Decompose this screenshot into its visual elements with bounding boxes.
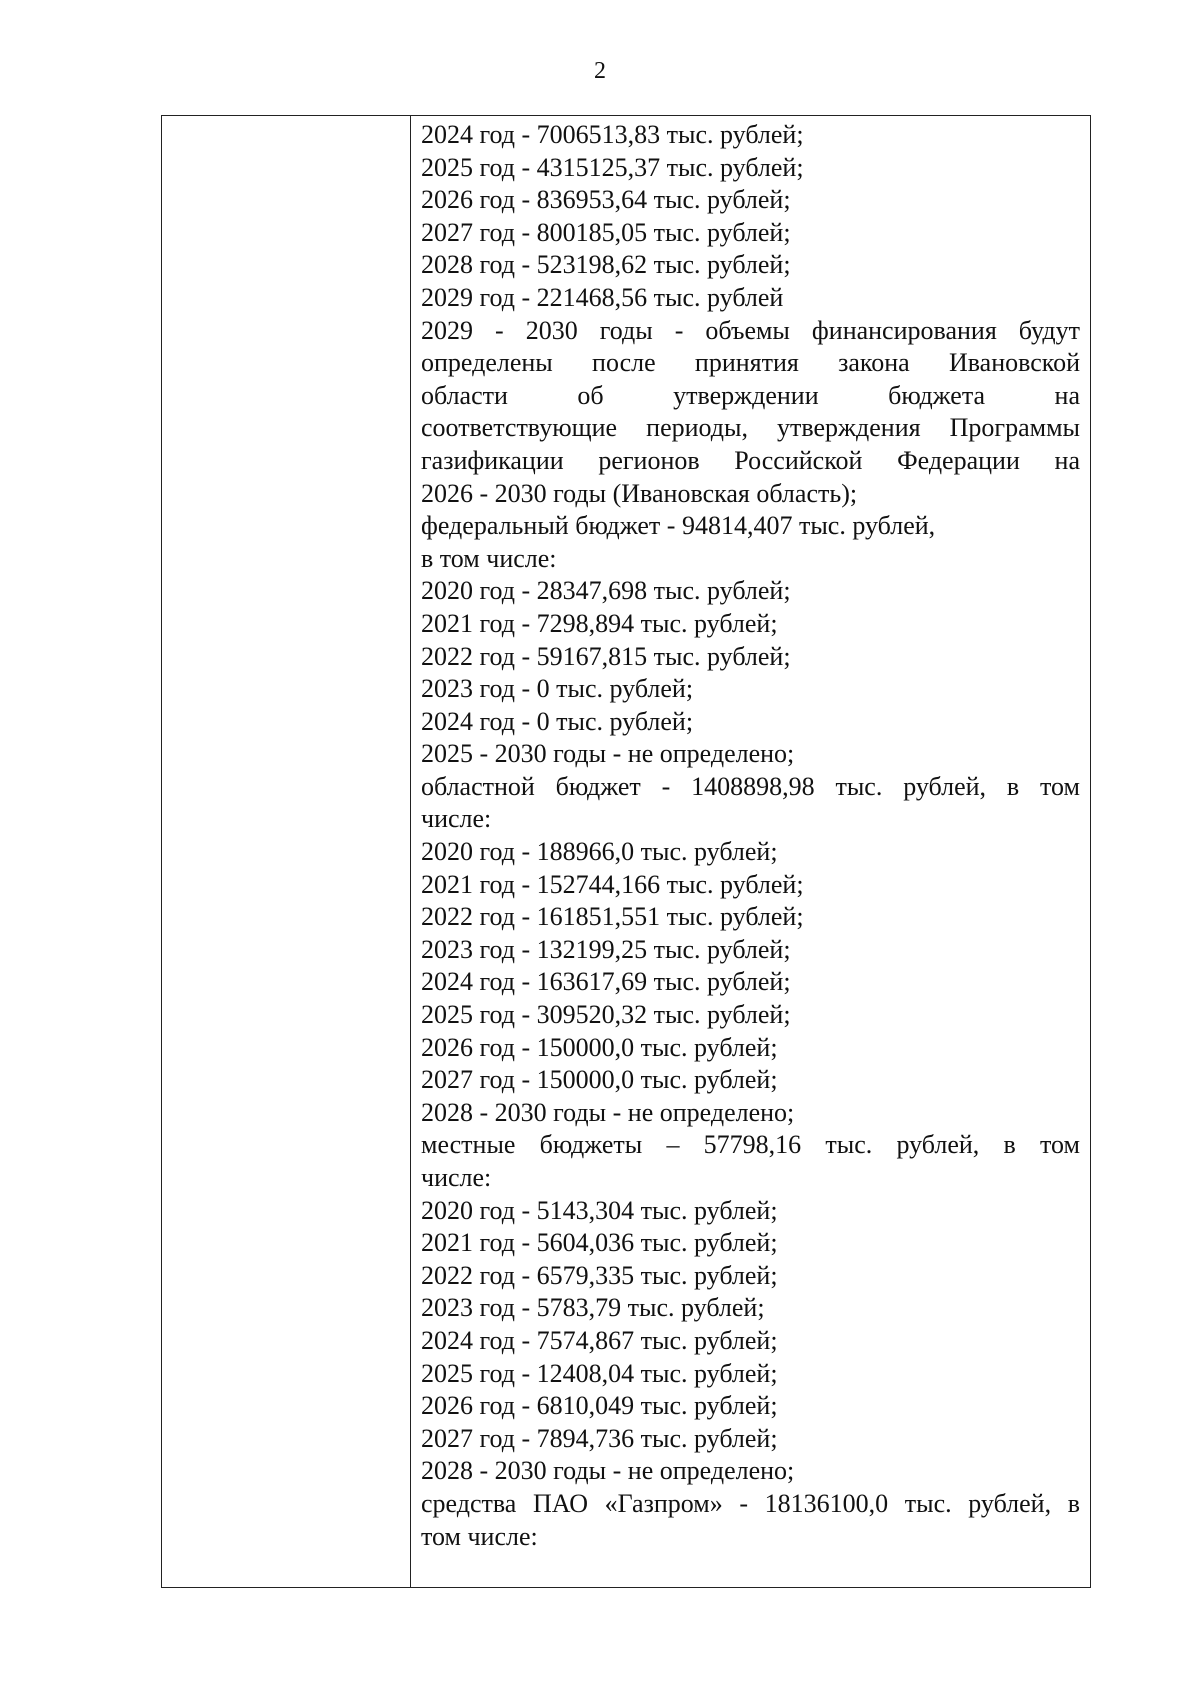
text-line: газификации регионов Российской Федерации на xyxy=(421,445,1080,475)
text-line: 2026 год - 6810,049 тыс. рублей; xyxy=(421,1391,778,1421)
text-line: 2023 год - 132199,25 тыс. рублей; xyxy=(421,934,791,964)
text-line: федеральный бюджет - 94814,407 тыс. рублей, xyxy=(421,511,936,541)
funding-table xyxy=(161,115,1091,1588)
text-line: 2021 год - 7298,894 тыс. рублей; xyxy=(421,608,778,638)
text-line: 2026 год - 150000,0 тыс. рублей; xyxy=(421,1032,778,1062)
text-line: 2020 год - 188966,0 тыс. рублей; xyxy=(421,837,778,867)
text-line: 2025 год - 4315125,37 тыс. рублей; xyxy=(421,152,804,182)
text-line: 2024 год - 7006513,83 тыс. рублей; xyxy=(421,120,804,149)
text-line: 2025 - 2030 годы - не определено; xyxy=(421,739,795,769)
page-number: 2 xyxy=(594,58,606,84)
text-line: 2026 год - 836953,64 тыс. рублей; xyxy=(421,185,791,215)
text-line: 2020 год - 28347,698 тыс. рублей; xyxy=(421,576,791,606)
text-line: числе: xyxy=(421,804,492,834)
text-line: 2025 год - 12408,04 тыс. рублей; xyxy=(421,1358,778,1388)
text-line: 2024 год - 163617,69 тыс. рублей; xyxy=(421,967,791,997)
text-line: 2022 год - 59167,815 тыс. рублей; xyxy=(421,641,791,671)
text-line: 2029 год - 221468,56 тыс. рублей xyxy=(421,282,784,312)
text-line: 2027 год - 800185,05 тыс. рублей; xyxy=(421,217,791,247)
text-line: 2024 год - 0 тыс. рублей; xyxy=(421,706,694,736)
text-line: местные бюджеты – 57798,16 тыс. рублей, в том xyxy=(421,1130,1080,1160)
text-line: 2028 - 2030 годы - не определено; xyxy=(421,1456,795,1486)
text-line: 2021 год - 5604,036 тыс. рублей; xyxy=(421,1228,778,1258)
text-line: области об утверждении бюджета на xyxy=(421,380,1080,410)
text-line: 2028 год - 523198,62 тыс. рублей; xyxy=(421,250,791,280)
text-line: 2022 год - 161851,551 тыс. рублей; xyxy=(421,902,804,932)
text-line: 2021 год - 152744,166 тыс. рублей; xyxy=(421,869,804,899)
text-line: числе: xyxy=(421,1163,492,1192)
text-line: областной бюджет - 1408898,98 тыс. рублей, в том xyxy=(421,771,1080,801)
text-line: 2023 год - 0 тыс. рублей; xyxy=(421,674,694,704)
text-line: 2024 год - 7574,867 тыс. рублей; xyxy=(421,1325,778,1355)
table-left-cell xyxy=(162,116,411,1587)
text-line: 2027 год - 150000,0 тыс. рублей; xyxy=(421,1065,778,1095)
text-line: средства ПАО «Газпром» - 18136100,0 тыс. рублей, в xyxy=(421,1488,1080,1518)
text-line: соответствующие периоды, утверждения Программы xyxy=(421,413,1080,443)
text-line: 2026 - 2030 годы (Ивановская область); xyxy=(421,478,858,508)
text-line: 2027 год - 7894,736 тыс. рублей; xyxy=(421,1423,778,1453)
text-line: определены после принятия закона Ивановской xyxy=(421,348,1080,378)
text-line: 2022 год - 6579,335 тыс. рублей; xyxy=(421,1260,778,1290)
text-line: 2020 год - 5143,304 тыс. рублей; xyxy=(421,1195,778,1225)
table-right-cell xyxy=(411,116,1090,1587)
text-line: в том числе: xyxy=(421,543,557,573)
text-line: том числе: xyxy=(421,1521,538,1551)
text-line: 2025 год - 309520,32 тыс. рублей; xyxy=(421,1000,791,1030)
text-line: 2023 год - 5783,79 тыс. рублей; xyxy=(421,1293,765,1323)
text-line: 2028 - 2030 годы - не определено; xyxy=(421,1097,795,1127)
text-line: 2029 - 2030 годы - объемы финансирования будут xyxy=(421,315,1080,345)
